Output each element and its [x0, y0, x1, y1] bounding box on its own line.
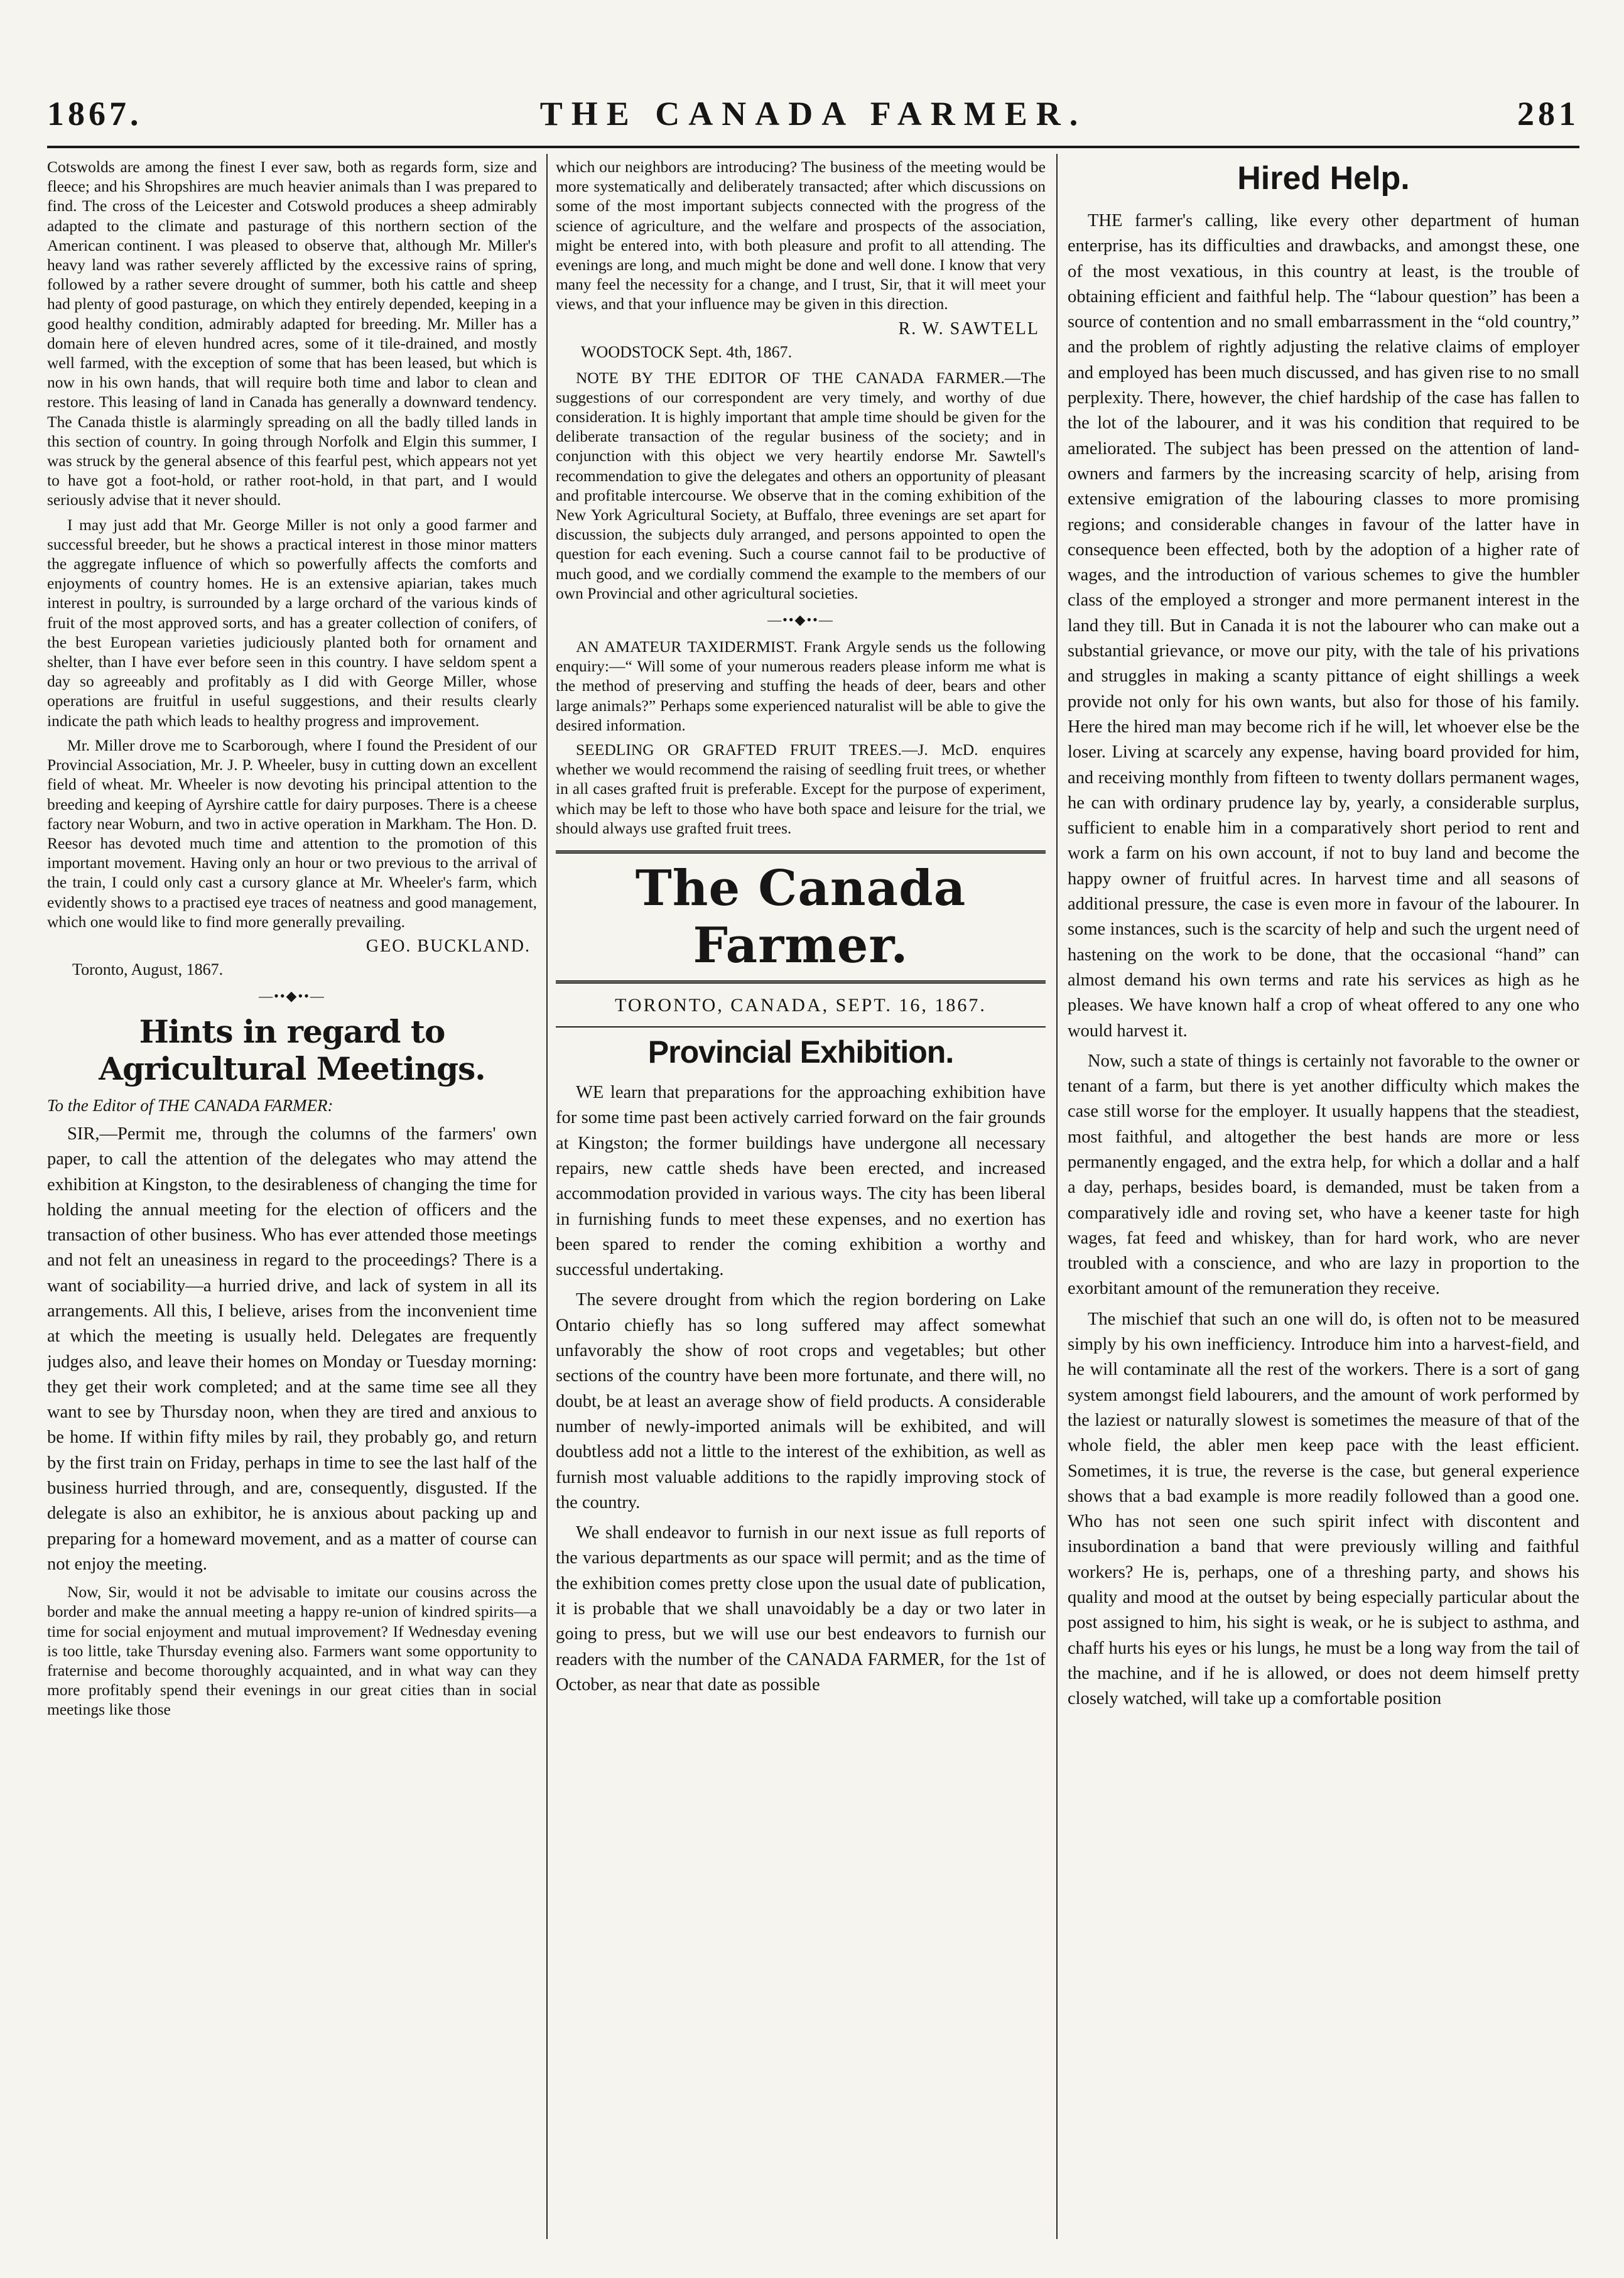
paragraph: SEEDLING OR GRAFTED FRUIT TREES.—J. McD. enquires whether we would recommend the raising of seedling fruit trees, or whether in all cases grafted fruit is preferable. Except for the purpose of experiment, which may be left to those who have both space and leisure for the trial, we should always use grafted fruit trees. — [556, 740, 1046, 837]
ornament-divider: —••◆••— — [767, 612, 834, 628]
paragraph: I may just add that Mr. George Miller is not only a good farmer and successful breeder, but he shows a practical interest in those minor matters the aggregate influence of which so powerfully affects the comforts and enjoyments of country homes. He is an extensive apiarian, takes much interest in poultry, is surrounded by a large orchard of the various kinds of fruit of the most approved sorts, and has a greater collection of conifers, of the best European varieties judiciously planted both for ornament and shelter, than I have ever before seen in this country. I have seldom spent a day so agreeably and profitably as I did with George Miller, whose operations are fruitful in useful suggestions, and their results clearly indicate the path which leads to healthy progress and improvement. — [47, 515, 537, 730]
rule — [556, 1026, 1046, 1028]
signature: GEO. BUCKLAND. — [365, 936, 531, 956]
dateline: Toronto, August, 1867. — [72, 960, 224, 979]
dateline: WOODSTOCK Sept. 4th, 1867. — [581, 342, 793, 361]
article-heading: Provincial Exhibition. — [647, 1034, 954, 1070]
letter-continued — [47, 157, 537, 931]
newspaper-title: THE CANADA FARMER. — [539, 95, 1087, 133]
paragraph: Cotswolds are among the finest I ever saw, both as regards form, size and fleece; and his Shropshires are much heavier animals than I was prepared to find. The cross of the Leicester and Cotswold produces a sheep admirably adapted to the climate and pasturage of this northern section of the American continent. I was pleased to observe that, although Mr. Miller's heavy land was rather severely afflicted by the excessive rains of spring, followed by a rather severe drought of summer, both his cattle and sheep had plenty of good pasturage, on which they entirely depended, keeping in a good healthy condition, admirably adapted for breeding. Mr. Miller has a domain here of eleven hundred acres, some of it tile-drained, and mostly well farmed, with the exception of some that has been leased, but which is now in his own hands, that will require both time and labor to clean and restore. This leasing of land in Canada has generally a downward tendency. The Canada thistle is alarmingly spreading on all the badly tilled lands in this section of country. In going through Norfolk and Elgin this summer, I was struck by the general absence of this fearful pest, which appears not yet to have got a foot-hold, or rather root-hold, in that part, and I would seriously advise that it never should. — [47, 158, 537, 509]
paragraph: Mr. Miller drove me to Scarborough, where I found the President of our Provincial Association, Mr. J. P. Wheeler, busy in cutting down an excellent field of wheat. Mr. Wheeler is now devoting his principal attention to the breeding and keeping of Ayrshire cattle for dairy purposes. There is a cheese factory near Woburn, and two in active operation in Markham. The Hon. D. Reesor has devoted much time and attention to the promotion of this important movement. Having only an hour or two previous to the arrival of the train, I could only cast a cursory glance at Mr. Wheeler's farm, which evidently shows to a practised eye traces of neatness and good management, which one would like to find more generally prevailing. — [47, 735, 537, 931]
column-1 — [47, 157, 537, 2230]
issue-dateline: TORONTO, CANADA, SEPT. 16, 1867. — [615, 995, 987, 1016]
paragraph: We shall endeavor to furnish in our next issue as full reports of the various departments as our space will permit; and as the time of the exhibition comes pretty close upon the usual date of publication, it is probable that we shall unavoidably be a day or two later in going to press, but we will use our best endeavors to furnish our readers with the number of the CANADA FARMER, for the 1st of October, as near that date as possible — [556, 1523, 1046, 1695]
paragraph: The mischief that such an one will do, is often not to be measured simply by his own inefficiency. Introduce him into a harvest-field, and he will contaminate all the rest of the workers. There is a sort of gang system amongst field labourers, and the amount of work performed by the laziest or naturally slowest is sometimes the measure of that of the whole field, the abler men keep pace with the least efficient. Sometimes, it is true, the reverse is the case, but general experience shows that a bad example is more readily followed than a good one. Who has not seen one such spirit infect with discontent and insubordination a band that were previously willing and faithful workers? He is, perhaps, one of a threshing party, and shows his quality and mood at the outset by being especially particular about the post assigned to him, his sight is weak, or he is subject to asthma, and chaff hurts his eyes or his lungs, he must be a long way from the tail of the machine, and if he is allowed, or does not deem himself pretty closely watched, will take up a comfortable position — [1068, 1309, 1579, 1709]
paragraph: which our neighbors are introducing? The business of the meeting would be more systematically and deliberately transacted; after which discussions on some of the most important subjects connected with the progress of the science of agriculture, and the welfare and prospects of the association, might be entered into, with both pleasure and profit to all attending. The evenings are long, and much might be done and well done. I know that very many feel the necessity for a change, and I trust, Sir, that it will meet your views, and that your influence may be given in this direction. — [556, 158, 1046, 313]
column-divider — [546, 154, 548, 2239]
paragraph: The severe drought from which the region bordering on Lake Ontario chiefly has so long suffered may affect somewhat unfavorably the show of root crops and vegetables; but other sections of the country have been more fortunate, and there will, no doubt, be at least an average show of field products. A considerable number of newly-imported animals will be exhibited, and will doubtless add not a little to the interest of the exhibition, as well as furnish most valuable additions to the rapidly improving stock of the country. — [556, 1290, 1046, 1512]
ornament-divider: —••◆••— — [259, 987, 325, 1004]
article-heading: Hired Help. — [1237, 160, 1410, 197]
column-divider — [1056, 154, 1058, 2239]
paragraph: WE learn that preparations for the approaching exhibition have for some time past been actively carried forward on the fair grounds at Kingston; the former buildings have undergone all necessary repairs, new cattle sheds have been erected, and increased accommodation provided in various ways. The city has been liberal in furnishing funds to meet these expenses, and no exertion has been spared to render the coming exhibition a worthy and successful undertaking. — [556, 1083, 1046, 1280]
masthead-block — [556, 850, 1046, 984]
column-2 — [556, 157, 1046, 2230]
paragraph: AN AMATEUR TAXIDERMIST. Frank Argyle sends us the following enquiry:—“ Will some of your numerous readers please inform me what is the method of preserving and stuffing the heads of deer, bears and other large animals?” Perhaps some experienced naturalist will be able to give the desired information. — [556, 637, 1046, 734]
editor-note: NOTE BY THE EDITOR OF THE CANADA FARMER.—The suggestions of our correspondent are very timely, and worthy of due consideration. It is highly important that ample time should be given for the deliberate transaction of the regular business of the society; and in conjunction with this object we very heartily endorse Mr. Sawtell's recommendation to give the delegates and others an opportunity of pleasant and profitable intercourse. We observe that in the coming exhibition of the New York Agricultural Society, at Buffalo, three evenings are set apart for discussion, the subjects duly arranged, and persons appointed to open the question for each evening. Such a course cannot fail to be productive of much good, and we cordially commend the example to the members of our own Provincial and other agricultural societies. — [556, 368, 1046, 602]
header-year: 1867. — [47, 95, 143, 133]
signature: R. W. SAWTELL — [898, 318, 1039, 339]
paragraph: THE farmer's calling, like every other department of human enterprise, has its difficulties and drawbacks, and amongst these, one of the most vexatious, in this country at least, is the trouble of obtaining efficient and faithful help. The “labour question” has been a source of contention and no small embarrassment in the “old country,” and the problem of rightly adjusting the relative claims of employer and employed has been much discussed, and has given rise to no small perplexity. There, however, the chief hardship of the case has fallen to the lot of the labourer, and it was his condition that required to be ameliorated. The subject has been pressed on the attention of land-owners and farmers by the increasing scarcity of help, arising from extensive emigration of the labouring classes to more promising regions; and considerable changes in favour of the latter have in consequence been effected, both by the adoption of a higher rate of wages, and the introduction of various schemes to give the humbler class of the employed a stronger and more permanent interest in the land they till. But in Canada it is not the labourer who can make out a substantial grievance, or move our pity, with the tale of his privations and struggles in making a scanty pittance of eight shillings a week provide not only for his own wants, but also for those of his family. Here the hired man may become rich if he will, let whoever else be the loser. Living at scarcely any expense, having board provided for him, and receiving monthly from fifteen to twenty dollars permanent wages, he can with ordinary prudence lay by, yearly, a considerable surplus, sufficient to enable him in a comparatively short period to rent and work a farm on his own account, if not to buy land and become the happy owner of fruitful acres. In harvest time and all seasons of additional pressure, the case is even more in favour of the labourer. In some instances, such is the scarcity of help and such the urgent need of hastening on the work to be done, that the occasional “hand” can almost demand his own terms and rate his services as high as he pleases. We have known half a crop of wheat offered to any one who would harvest it. — [1068, 211, 1579, 1041]
header-rule — [47, 146, 1579, 148]
column-3 — [1068, 157, 1579, 2230]
paragraph: Now, such a state of things is certainly not favorable to the owner or tenant of a farm, but there is yet another difficulty which makes the case still worse for the employer. It usually happens that the steadiest, most faithful, and altogether the best hands are more or less permanently engaged, and the extra help, for which a dollar and a half a day, perhaps, besides board, is demanded, must be taken from a comparatively idle and roving set, who have a keener taste for high wages, fat feed and whiskey, than for hard work, who are never troubled with a conscience, and who are lazy in proportion to the exorbitant amount of the remuneration they receive. — [1068, 1051, 1579, 1299]
page-header — [47, 94, 1579, 138]
paragraph: Now, Sir, would it not be advisable to imitate our cousins across the border and make the annual meeting a happy re-union of kindred spirits—a time for social enjoyment and mutual improvement? If Wednesday evening is too little, take Thursday evening also. Farmers want some opportunity to fraternise and become thoroughly acquainted, and in what way can they more profitably spend their evenings in our great cities than in social meetings like those — [47, 1583, 537, 1719]
salutation: To the Editor of THE CANADA FARMER: — [47, 1095, 333, 1115]
article-heading: Hints in regard to Agricultural Meetings. — [99, 1012, 485, 1087]
masthead: The Canada Farmer. — [635, 860, 966, 975]
paragraph: SIR,—Permit me, through the columns of the farmers' own paper, to call the attention of the delegates who may attend the exhibition at Kingston, to the desirableness of changing the time for holding the annual meeting for the election of officers and the transaction of other business. Who has ever attended those meetings and not felt an uneasiness in regard to the proceedings? There is a want of sociability—a hurried drive, and lack of system in all its arrangements. All this, I believe, arises from the inconvenient time at which the meeting is usually held. Delegates are frequently judges also, and leave their homes on Monday or Tuesday morning: they get their work completed; and at the same time see all they want to see by Thursday noon, when they are tired and anxious to be home. If within fifty miles by rail, they probably go, and return by the first train on Friday, perhaps in time to see the last half of the business hurried through, and are, consequently, disgusted. If the delegate is also an exhibitor, he is anxious about packing up and preparing for a homeward movement, and as a matter of course can not enjoy the meeting. — [47, 1124, 537, 1574]
page-number: 281 — [1517, 95, 1579, 133]
